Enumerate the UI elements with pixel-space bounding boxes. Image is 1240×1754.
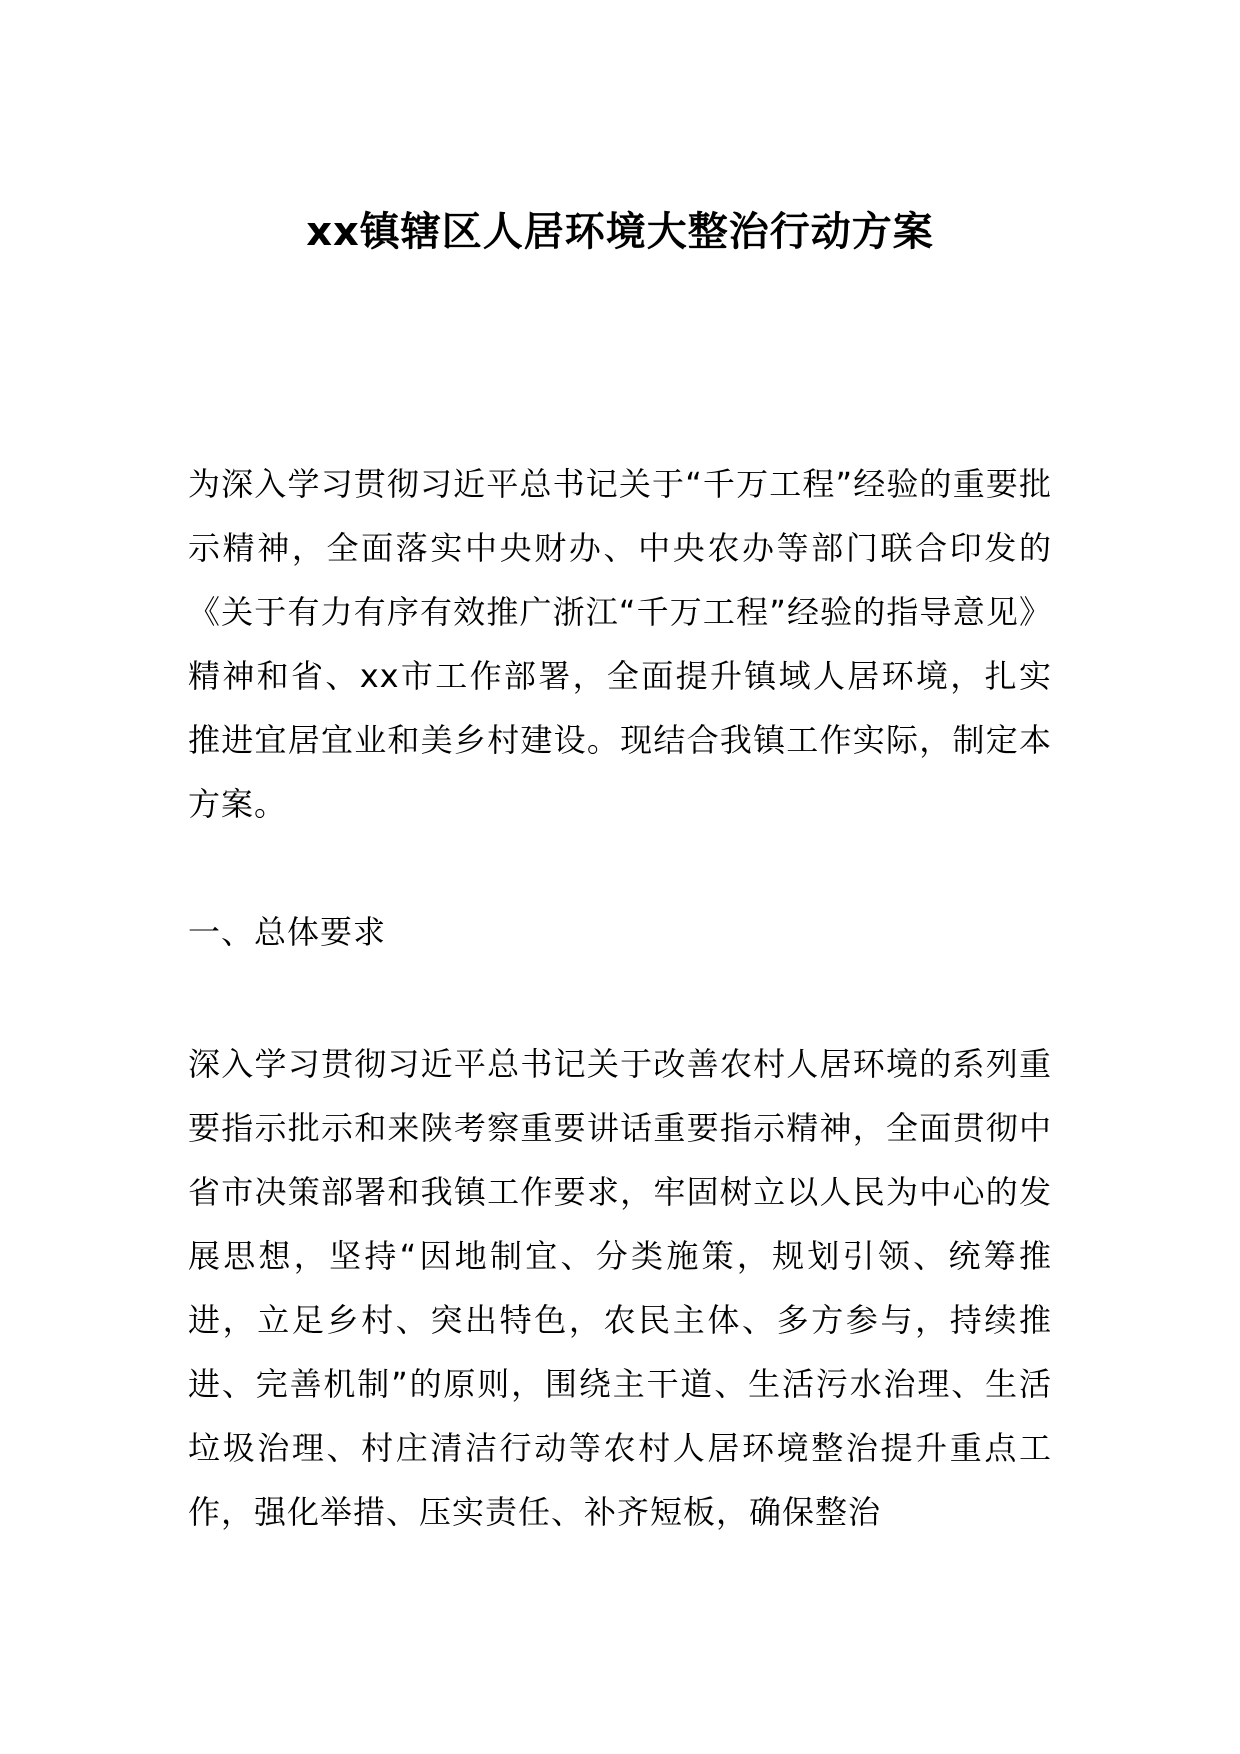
document-title: xx镇辖区人居环境大整治行动方案: [306, 209, 934, 255]
section-body-paragraph: 深入学习贯彻习近平总书记关于改善农村人居环境的系列重要指示批示和来陕考察重要讲话重要指示精神，全面贯彻中省市决策部署和我镇工作要求，牢固树立以人民为中心的发展思想，坚持“因地制宜、分类施策，规划引领、统筹推进，立足乡村、突出特色，农民主体、多方参与，持续推进、完善机制”的原则，围绕主干道、生活污水治理、生活垃圾治理、村庄清洁行动等农村人居环境整治提升重点工作，强化举措、压实责任、补齐短板，确保整治: [188, 1045, 1052, 1531]
section-heading: 一、总体要求: [188, 913, 387, 951]
intro-paragraph: 为深入学习贯彻习近平总书记关于“千万工程”经验的重要批示精神，全面落实中央财办、中央农办等部门联合印发的《关于有力有序有效推广浙江“千万工程”经验的指导意见》精神和省、xx市工作部署，全面提升镇域人居环境，扎实推进宜居宜业和美乡村建设。现结合我镇工作实际，制定本方案。: [188, 465, 1052, 823]
